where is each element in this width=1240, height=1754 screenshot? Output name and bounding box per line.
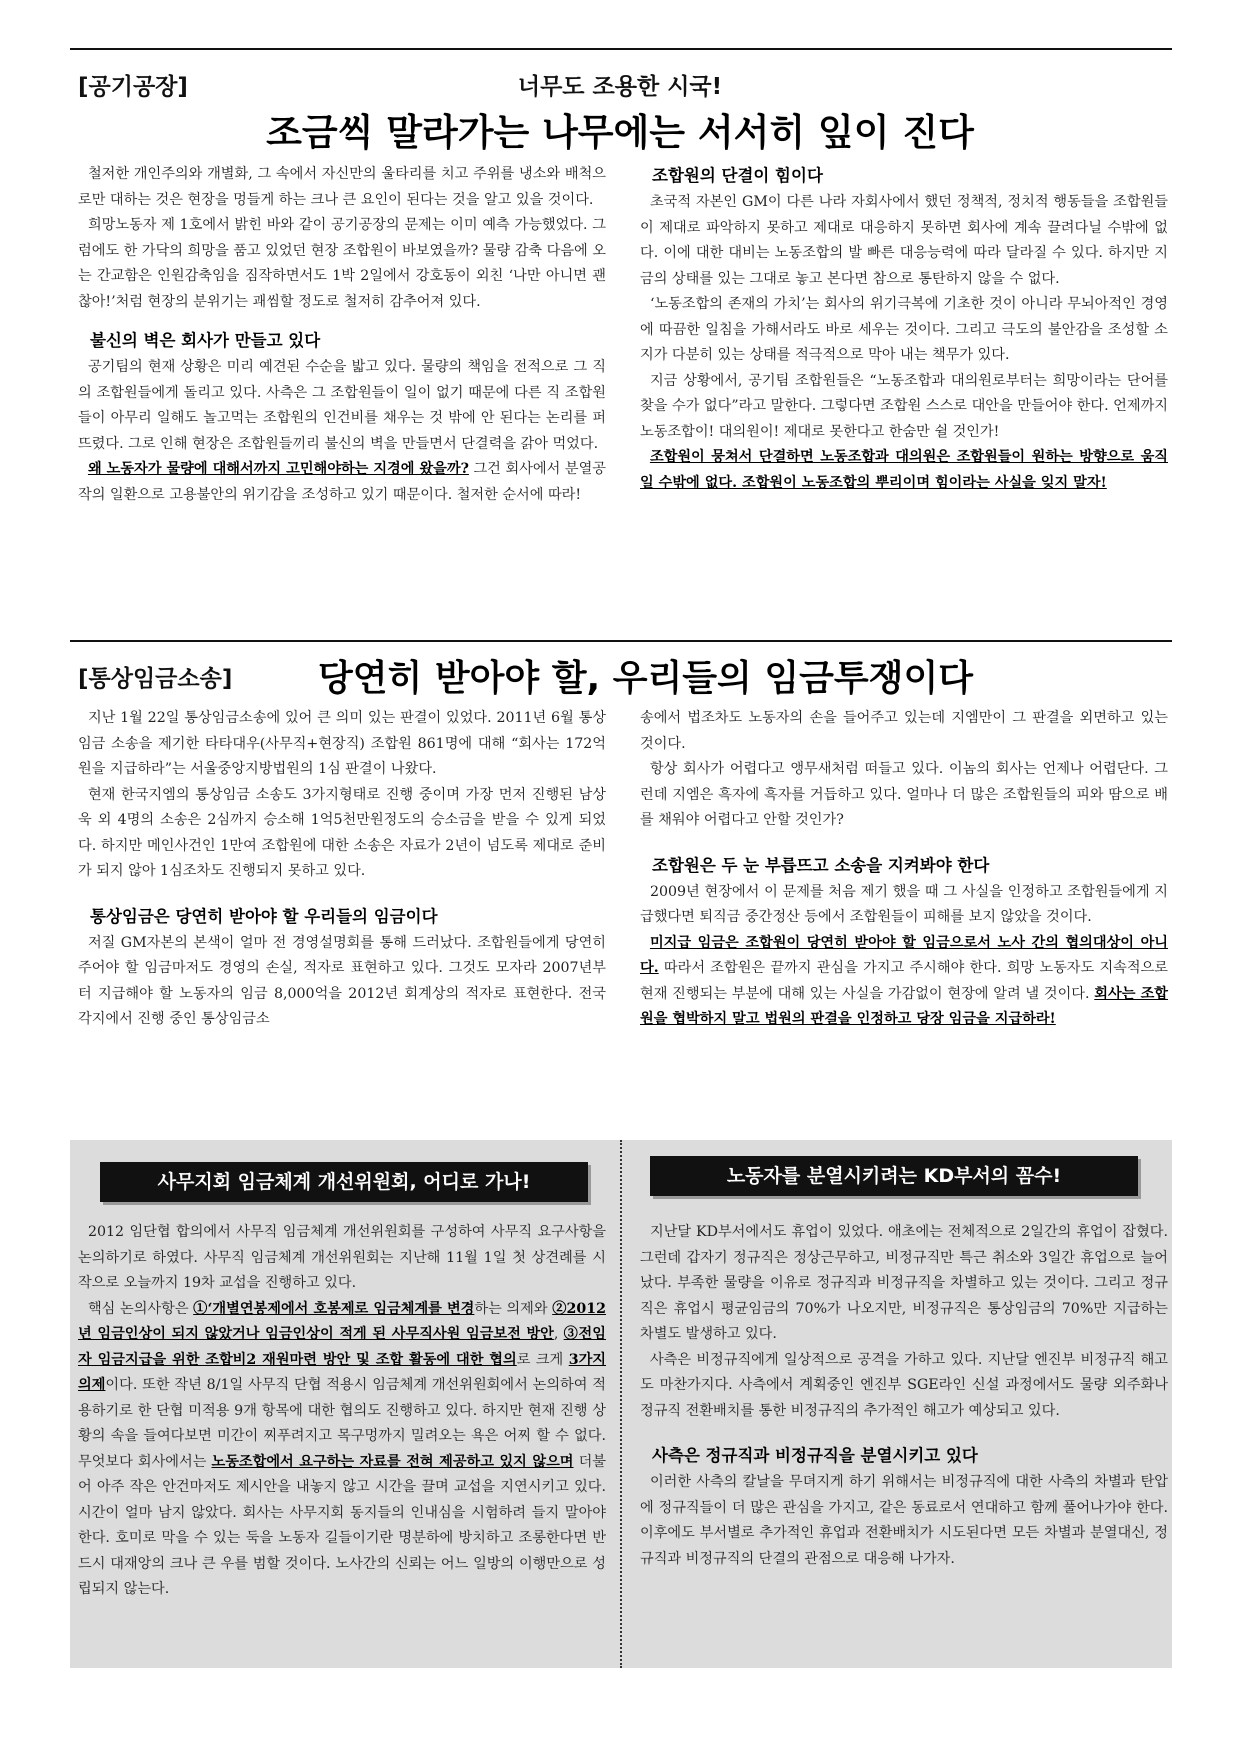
subheading: 조합원은 두 눈 부릅뜨고 소송을 지켜봐야 한다	[652, 855, 990, 875]
section-rule	[70, 640, 1172, 642]
section3-left-column	[78, 1220, 606, 1603]
paragraph: 철저한 개인주의와 개별화, 그 속에서 자신만의 울타리를 치고 주위를 냉소와 배척으로만 대하는 것은 현장을 멍들게 하는 크나 큰 요인이 된다는 것을 알고 있을 것이다.	[78, 166, 606, 208]
column-divider	[620, 1140, 622, 1668]
paragraph-text: 그건 회사에서 분열공작의 일환으로 고용불안의 위기감을 조성하고 있기 때문이다. 철저한 순서에 따라!	[78, 461, 606, 503]
paragraph-text: 이다. 또한 작년 8/1일 사무직 단협 적용시 임금체계 개선위원회에서 논의하여 적용하기로 한 단협 미적용 9개 항목에 대한 협의도 진행하고 있다. 하지만 현재 진행 상황의 속을 들여다보면 미간이 찌푸려지고 목구멍까지 밀려오는 욕은 어찌 할 수 없다. 무엇보다 회사에서는	[78, 1377, 606, 1470]
section1-kicker: 너무도 조용한 시국!	[517, 74, 723, 100]
paragraph: 지난달 KD부서에서도 휴업이 있었다. 애초에는 전체적으로 2일간의 휴업이 잡혔다. 그런데 갑자기 정규직은 정상근무하고, 비정규직만 특근 취소와 3일간 휴업으로 늘어났다. 부족한 물량을 이유로 정규직과 비정규직을 차별하고 있는 것이다. 그리고 정규직은 휴업시 평균임금의 70%가 나오지만, 비정규직은 통상임금의 70%만 지급하는 차별도 발생하고 있다.	[640, 1224, 1168, 1342]
subheading: 통상임금은 당연히 받아야 할 우리들의 임금이다	[90, 906, 438, 926]
paragraph: 항상 회사가 어렵다고 앵무새처럼 떠들고 있다. 이놈의 회사는 언제나 어렵단다. 그런데 지엠은 흑자에 흑자를 거듭하고 있다. 얼마나 더 많은 조합원들의 피와 땀으로 배를 채워야 어렵다고 안할 것인가?	[640, 761, 1168, 828]
paragraph-text: 핵심 논의사항은	[87, 1300, 194, 1317]
emphasis-text: 미지급 임금은 조합원이 당연히 받아야 할 임금으로서 노사 간의 협의대상이 아니다.	[640, 934, 1168, 976]
section2-headline: 당연히 받아야 할, 우리들의 임금투쟁이다	[318, 658, 974, 699]
emphasis-text: ③전임자 임금지급을 위한 조합비2 재원마련 방안 및 조합 활동에 대한 협의	[78, 1326, 606, 1368]
paragraph: 2012 임단협 합의에서 사무직 임금체계 개선위원회를 구성하여 사무직 요구사항을 논의하기로 하였다. 사무직 임금체계 개선위원회는 지난해 11월 1일 첫 상견례를 시작으로 오늘까지 19차 교섭을 진행하고 있다.	[78, 1224, 606, 1291]
paragraph-text: 더불어 아주 작은 안건마저도 제시안을 내놓지 않고 시간을 끌며 교섭을 지연시키고 있다. 시간이 얼마 남지 않았다. 회사는 사무지회 동지들의 인내심을 시험하려 들지 말아야 한다. 호미로 막을 수 있는 둑을 노동자 길들이기란 명분하에 방치하고 조롱한다면 반드시 대재앙의 크나 큰 우를 범할 것이다. 노사간의 신뢰는 어느 일방의 이행만으로 성립되지 않는다.	[78, 1453, 607, 1597]
paragraph: 송에서 법조차도 노동자의 손을 들어주고 있는데 지엠만이 그 판결을 외면하고 있는 것이다.	[640, 710, 1168, 752]
paragraph: 공기팀의 현재 상황은 미리 예견된 수순을 밟고 있다. 물량의 책임을 전적으로 그 직의 조합원들에게 돌리고 있다. 사측은 그 조합원들이 일이 없기 때문에 다른 직 조합원들이 아무리 일해도 놀고먹는 조합원의 인건비를 채우는 것 밖에 안 된다는 논리를 퍼뜨렸다. 그로 인해 현장은 조합원들끼리 불신의 벽을 만들면서 단결력을 갉아 먹었다.	[78, 359, 606, 452]
paragraph	[640, 931, 1168, 1033]
section2-tag: [통상임금소송]	[78, 666, 233, 692]
paragraph: 현재 한국지엠의 통상임금 소송도 3가지형태로 진행 중이며 가장 먼저 진행된 남상욱 외 4명의 소송은 2심까지 승소해 1억5천만원정도의 승소금을 받을 수 있게 되었다. 하지만 메인사건인 1만여 조합원에 대한 소송은 자료가 2년이 넘도록 제대로 준비가 되지 않아 1심조차도 진행되지 못하고 있다.	[78, 786, 606, 879]
paragraph: 저질 GM자본의 본색이 얼마 전 경영설명회를 통해 드러났다. 조합원들에게 당연히 주어야 할 임금마저도 경영의 손실, 적자로 표현하고 있다. 그것도 모자라 2007년부터 지급해야 할 노동자의 임금 8,000억을 2012년 회계상의 적자로 표현한다. 전국 각지에서 진행 중인 통상임금소	[78, 934, 606, 1027]
paragraph: 사측은 비정규직에게 일상적으로 공격을 가하고 있다. 지난달 엔진부 비정규직 해고도 마찬가지다. 사측에서 계획중인 엔진부 SGE라인 신설 과정에서도 물량 외주화나 정규직 전환배치를 통한 비정규직의 추가적인 해고가 예상되고 있다.	[640, 1351, 1168, 1419]
section1-tag: [공기공장]	[78, 74, 188, 100]
paragraph-text: 로 크게	[516, 1351, 569, 1368]
paragraph: 2009년 현장에서 이 문제를 처음 제기 했을 때 그 사실을 인정하고 조합원들에게 지급했다면 퇴직금 중간정산 등에서 조합원들이 피해를 보지 않았을 것이다.	[640, 883, 1168, 925]
emphasis-text: 회사는 조합원을 협박하지 말고 법원의 판결을 인정하고 당장 임금을 지급하라!	[640, 985, 1168, 1027]
emphasis-text: ②2012년 임금인상이 되지 않았거나 임금인상이 적게 된 사무직사원 임금보전 방안	[78, 1300, 606, 1342]
section1-left-column	[78, 162, 606, 508]
section3-left-title: 사무지회 임금체계 개선위원회, 어디로 가나!	[100, 1162, 588, 1202]
emphasis-text: 왜 노동자가 물량에 대해서까지 고민해야하는 지경에 왔을까?	[87, 461, 469, 477]
subheading: 불신의 벽은 회사가 만들고 있다	[90, 331, 321, 350]
emphasis-text: 3가지 의제	[78, 1351, 606, 1393]
paragraph: ‘노동조합의 존재의 가치’는 회사의 위기극복에 기초한 것이 아니라 무뇌아적인 경영에 따끔한 일침을 가해서라도 바로 세우는 것이다. 그리고 극도의 불안감을 조성할 소지가 다분히 있는 상태를 적극적으로 막아 내는 책무가 있다.	[640, 296, 1168, 363]
paragraph	[78, 1297, 606, 1603]
paragraph: 희망노동자 제 1호에서 밝힌 바와 같이 공기공장의 문제는 이미 예측 가능했었다. 그럼에도 한 가닥의 희망을 품고 있었던 현장 조합원이 바보였을까? 물량 감축 다음에 오는 간교함은 인원감축임을 짐작하면서도 1박 2일에서 강호동이 외친 ‘나만 아니면 괜찮아!’처럼 현장의 분위기는 괘씸할 정도로 철저히 감추어져 있다.	[78, 217, 606, 310]
section2-left-column	[78, 706, 606, 1033]
emphasis-text: 조합원이 뭉쳐서 단결하면 노동조합과 대의원은 조합원들이 원하는 방향으로 움직일 수밖에 없다. 조합원이 노동조합의 뿌리이며 힘이라는 사실을 잊지 말자!	[640, 449, 1168, 491]
paragraph: 지난 1월 22일 통상임금소송에 있어 큰 의미 있는 판결이 있었다. 2011년 6월 통상임금 소송을 제기한 타타대우(사무직+현장직) 조합원 861명에 대해 “회사는 172억 원을 지급하라”는 서울중앙지방법원의 1심 판결이 나왔다.	[78, 710, 606, 777]
paragraph-text: 하는 의제와	[474, 1300, 553, 1317]
section3-right-column	[640, 1220, 1168, 1572]
paragraph-text: 따라서 조합원은 끝까지 관심을 가지고 주시해야 한다. 희망 노동자도 지속적으로 현재 진행되는 부분에 대해 있는 사실을 가감없이 현장에 알려 낼 것이다.	[640, 960, 1168, 1002]
emphasis-text: ①‘개별연봉제에서 호봉제로 임금체계를 변경	[193, 1300, 475, 1317]
paragraph-text: ,	[553, 1326, 564, 1342]
paragraph: 이러한 사측의 칼날을 무뎌지게 하기 위해서는 비정규직에 대한 사측의 차별과 탄압에 정규직들이 더 많은 관심을 가지고, 같은 동료로서 연대하고 함께 풀어나가야 한다. 이후에도 부서별로 추가적인 휴업과 전환배치가 시도된다면 모든 차별과 분열대신, 정규직과 비정규직의 단결의 관점으로 대응해 나가자.	[640, 1474, 1168, 1567]
subheading: 조합원의 단결이 힘이다	[652, 166, 823, 185]
emphasis-text: 노동조합에서 요구하는 자료를 전혀 제공하고 있지 않으며	[211, 1453, 574, 1470]
paragraph	[640, 445, 1168, 496]
section1-headline: 조금씩 말라가는 나무에는 서서히 잎이 진다	[266, 111, 974, 154]
paragraph: 지금 상황에서, 공기팀 조합원들은 “노동조합과 대의원로부터는 희망이라는 단어를 찾을 수가 없다”라고 말한다. 그렇다면 조합원 스스로 대안을 만들어야 한다. 언제까지 노동조합이! 대의원이! 제대로 못한다고 한숨만 쉴 것인가!	[640, 372, 1168, 440]
section1-right-column	[640, 164, 1168, 496]
paragraph: 초국적 자본인 GM이 다른 나라 자회사에서 했던 정책적, 정치적 행동들을 조합원들이 제대로 파악하지 못하고 제대로 대응하지 못하면 회사에 계속 끌려다닐 수밖에 없다. 이에 대한 대비는 노동조합의 발 빠른 대응능력에 따라 달라질 수 있다. 하지만 지금의 상태를 있는 그대로 놓고 본다면 참으로 통탄하지 않을 수 없다.	[640, 194, 1168, 287]
paragraph	[78, 457, 606, 508]
section2-right-column	[640, 706, 1168, 1033]
top-rule	[70, 48, 1172, 50]
subheading: 사측은 정규직과 비정규직을 분열시키고 있다	[652, 1446, 978, 1465]
section3-right-title: 노동자를 분열시키려는 KD부서의 꼼수!	[650, 1156, 1138, 1196]
